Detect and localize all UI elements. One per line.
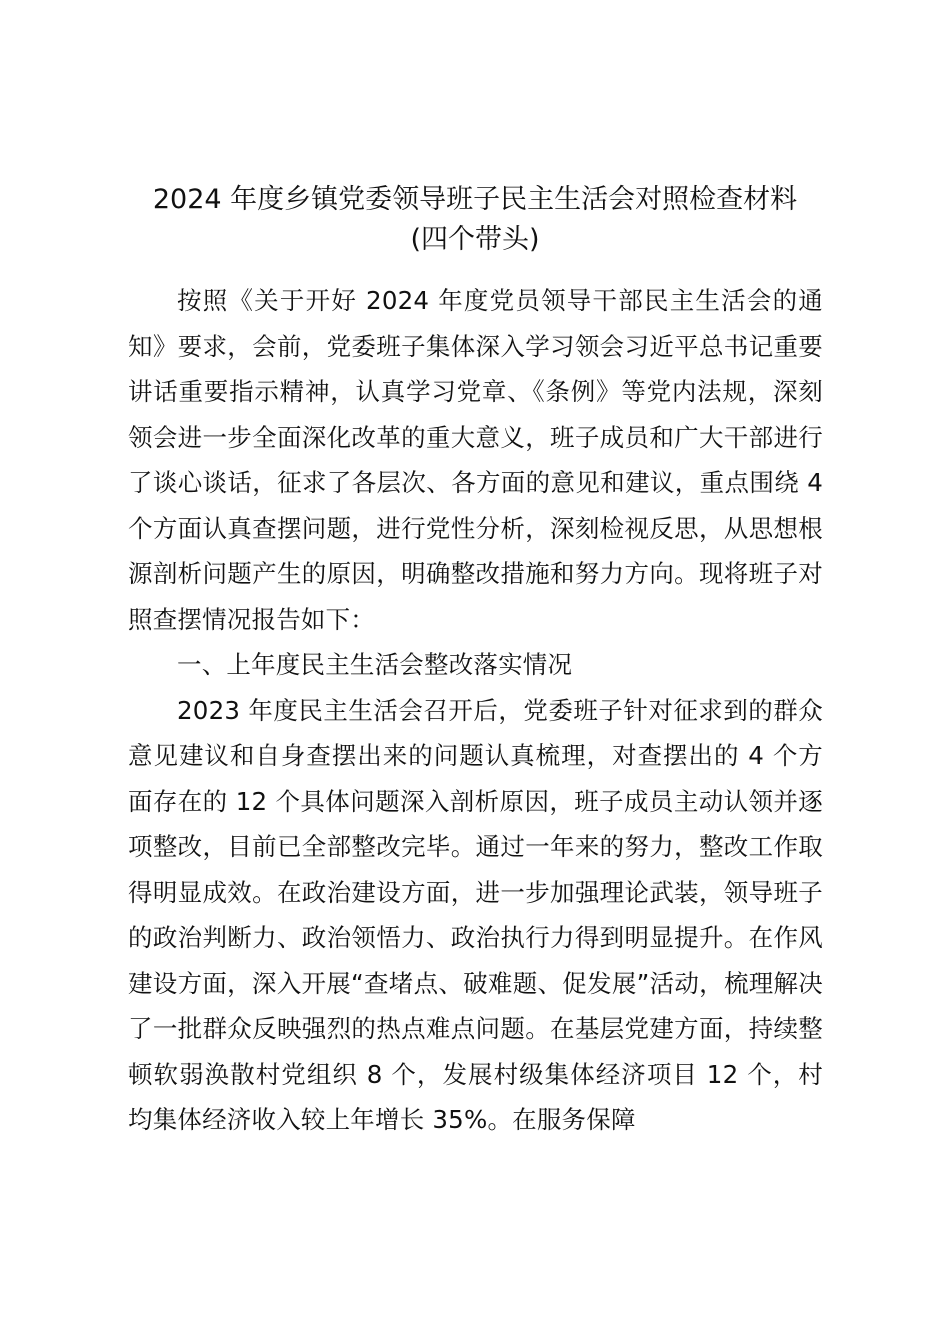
document-subtitle: (四个带头) — [410, 224, 540, 255]
document-body — [128, 278, 823, 1143]
document-title: 2024 年度乡镇党委领导班子民主生活会对照检查材料 — [152, 184, 798, 215]
paragraph-rectification: 2023 年度民主生活会召开后，党委班子针对征求到的群众意见建议和自身查摆出来的问题认真梳理，对查摆出的 4 个方面存在的 12 个具体问题深入剖析原因，班子成员主动认领并逐项整改，目前已全部整改完毕。通过一年来的努力，整改工作取得明显成效。在政治建设方面，进一步加强理论武装，领导班子的政治判断力、政治领悟力、政治执行力得到明显提升。在作风建设方面，深入开展“查堵点、破难题、促发展”活动，梳理解决了一批群众反映强烈的热点难点问题。在基层党建方面，持续整顿软弱涣散村党组织 8 个，发展村级集体经济项目 12 个，村均集体经济收入较上年增长 35%。在服务保障 — [128, 695, 823, 1134]
paragraph-intro: 按照《关于开好 2024 年度党员领导干部民主生活会的通知》要求，会前，党委班子集体深入学习领会习近平总书记重要讲话重要指示精神，认真学习党章、《条例》等党内法规，深刻领会进一步全面深化改革的重大意义，班子成员和广大干部进行了谈心谈话，征求了各层次、各方面的意见和建议，重点围绕 4 个方面认真查摆问题，进行党性分析，深刻检视反思，从思想根源剖析问题产生的原因，明确整改措施和努力方向。现将班子对照查摆情况报告如下： — [128, 286, 823, 634]
section-heading: 一、上年度民主生活会整改落实情况 — [177, 650, 573, 679]
